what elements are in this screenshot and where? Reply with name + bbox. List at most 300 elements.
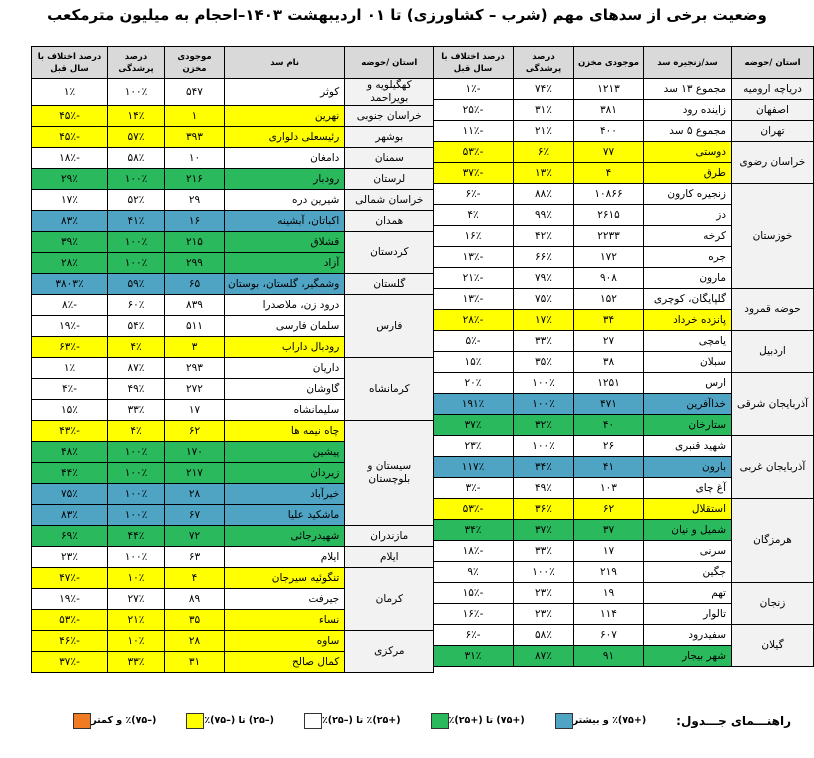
volume-cell: ۵۴۷: [165, 79, 225, 106]
dam-name-cell: شیرین دره: [225, 190, 345, 211]
dam-name-cell: سفیدرود: [644, 625, 732, 646]
dam-name-cell: رئیسعلی دلواری: [225, 127, 345, 148]
dam-name-cell: تهم: [644, 583, 732, 604]
left-dam-table: [31, 46, 434, 673]
fill-percent-cell: ۷۹٪: [514, 268, 574, 289]
dam-name-cell: جگین: [644, 562, 732, 583]
fill-percent-cell: ۱۰۰٪: [108, 169, 165, 190]
diff-percent-cell: ۲۹٪: [32, 169, 108, 190]
volume-cell: ۱۵۲: [574, 289, 644, 310]
diff-percent-cell: ۳۴٪: [433, 520, 514, 541]
volume-cell: ۴۰۰: [574, 121, 644, 142]
diff-percent-cell: ۱۹۱٪: [433, 394, 514, 415]
table-row: [32, 274, 434, 295]
header-fill: درصد پرشدگی: [514, 47, 574, 79]
page-title: وضعیت برخی از سدهای مهم (شرب – کشاورزی) تا ۰۱ اردیبهشت ۱۴۰۳–احجام به میلیون مترمکعب: [47, 6, 767, 24]
dam-name-cell: سلمان فارسی: [225, 316, 345, 337]
dam-name-cell: درود زن، ملاصدرا: [225, 295, 345, 316]
dam-name-cell: بارون: [644, 457, 732, 478]
fill-percent-cell: ۸۸٪: [514, 184, 574, 205]
legend-swatch: [304, 713, 322, 729]
fill-percent-cell: ۲۳٪: [514, 604, 574, 625]
volume-cell: ۳۹۳: [165, 127, 225, 148]
dam-name-cell: شهر بیجار: [644, 646, 732, 667]
right-dam-table-wrap: [432, 46, 814, 667]
diff-percent-cell: -۲۱٪: [433, 268, 514, 289]
diff-percent-cell: -۵۳٪: [433, 142, 514, 163]
table-row: [433, 436, 814, 457]
fill-percent-cell: ۱۰۰٪: [108, 232, 165, 253]
province-cell: هرمزگان: [732, 499, 814, 583]
fill-percent-cell: ۵۸٪: [514, 625, 574, 646]
legend-swatch: [186, 713, 204, 729]
volume-cell: ۴۰: [574, 415, 644, 436]
dam-name-cell: مارون: [644, 268, 732, 289]
fill-percent-cell: ۷۴٪: [514, 79, 574, 100]
header-dam: نام سد: [225, 47, 345, 79]
dam-name-cell: کرخه: [644, 226, 732, 247]
dam-name-cell: گاوشان: [225, 379, 345, 400]
fill-percent-cell: ۸۷٪: [108, 358, 165, 379]
province-cell: گیلان: [732, 625, 814, 667]
dam-name-cell: خیرآباد: [225, 484, 345, 505]
diff-percent-cell: ۸۳٪: [32, 505, 108, 526]
dam-name-cell: داریان: [225, 358, 345, 379]
table-row: [32, 631, 434, 652]
table-row: [32, 211, 434, 232]
volume-cell: ۲۸: [165, 484, 225, 505]
table-row: [32, 190, 434, 211]
dam-name-cell: دز: [644, 205, 732, 226]
fill-percent-cell: ۳۴٪: [514, 457, 574, 478]
header-dam: سد/زنجیره سد: [644, 47, 732, 79]
table-row: [32, 232, 434, 253]
legend-label: (+۷۵) تا (+۲۵)٪: [448, 715, 525, 726]
dam-name-cell: یامچی: [644, 331, 732, 352]
legend-item: [551, 713, 646, 729]
diff-percent-cell: -۱٪: [433, 79, 514, 100]
fill-percent-cell: ۷۵٪: [514, 289, 574, 310]
legend-swatch: [555, 713, 573, 729]
header-diff: درصد اختلاف با سال قبل: [32, 47, 108, 79]
fill-percent-cell: ۱۰۰٪: [108, 547, 165, 568]
volume-cell: ۶۵: [165, 274, 225, 295]
diff-percent-cell: -۱۱٪: [433, 121, 514, 142]
table-row: [32, 106, 434, 127]
dam-name-cell: شهید قنبری: [644, 436, 732, 457]
volume-cell: ۳: [165, 337, 225, 358]
table-row: [32, 568, 434, 589]
table-row: [433, 583, 814, 604]
right-dam-table: [432, 46, 814, 667]
volume-cell: ۹۰۸: [574, 268, 644, 289]
table-row: [32, 421, 434, 442]
fill-percent-cell: ۱۴٪: [108, 106, 165, 127]
fill-percent-cell: ۵۷٪: [108, 127, 165, 148]
volume-cell: ۳۷: [574, 520, 644, 541]
fill-percent-cell: ۲۳٪: [514, 583, 574, 604]
diff-percent-cell: ۸۳٪: [32, 211, 108, 232]
diff-percent-cell: ۴۸٪: [32, 442, 108, 463]
dam-name-cell: ایلام: [225, 547, 345, 568]
diff-percent-cell: -۴۳٪: [32, 421, 108, 442]
left-dam-table-wrap: [31, 46, 434, 673]
volume-cell: ۲۱۷: [165, 463, 225, 484]
diff-percent-cell: -۱۹٪: [32, 316, 108, 337]
dam-name-cell: دامغان: [225, 148, 345, 169]
table-row: [433, 625, 814, 646]
fill-percent-cell: ۱۰۰٪: [514, 436, 574, 457]
fill-percent-cell: ۵۸٪: [108, 148, 165, 169]
dam-name-cell: ساوه: [225, 631, 345, 652]
fill-percent-cell: ۳۵٪: [514, 352, 574, 373]
diff-percent-cell: -۳۷٪: [32, 652, 108, 673]
volume-cell: ۱۱۴: [574, 604, 644, 625]
province-cell: آذربایجان غربی: [732, 436, 814, 499]
volume-cell: ۵۱۱: [165, 316, 225, 337]
dam-name-cell: تالوار: [644, 604, 732, 625]
volume-cell: ۲۱۹: [574, 562, 644, 583]
legend-item: [427, 713, 525, 729]
diff-percent-cell: -۴۶٪: [32, 631, 108, 652]
diff-percent-cell: ۱٪: [32, 79, 108, 106]
table-row: [433, 289, 814, 310]
volume-cell: ۶۰۷: [574, 625, 644, 646]
volume-cell: ۲۷: [574, 331, 644, 352]
fill-percent-cell: ۲۱٪: [514, 121, 574, 142]
volume-cell: ۲۹۹: [165, 253, 225, 274]
diff-percent-cell: ۱۷٪: [32, 190, 108, 211]
province-cell: اردبیل: [732, 331, 814, 373]
province-cell: خوزستان: [732, 184, 814, 289]
fill-percent-cell: ۸۷٪: [514, 646, 574, 667]
diff-percent-cell: -۱۸٪: [433, 541, 514, 562]
table-row: [433, 184, 814, 205]
table-row: [433, 142, 814, 163]
volume-cell: ۱۷۲: [574, 247, 644, 268]
legend-item: [182, 713, 274, 729]
dam-name-cell: پیشین: [225, 442, 345, 463]
left-table-header: [32, 47, 434, 79]
volume-cell: ۳۱: [165, 652, 225, 673]
table-row: [32, 148, 434, 169]
fill-percent-cell: ۶٪: [514, 142, 574, 163]
volume-cell: ۱۷: [165, 400, 225, 421]
province-cell: کرمانشاه: [345, 358, 434, 421]
diff-percent-cell: -۸٪: [32, 295, 108, 316]
province-cell: خراسان جنوبی: [345, 106, 434, 127]
volume-cell: ۸۳۹: [165, 295, 225, 316]
dam-name-cell: سرنی: [644, 541, 732, 562]
dam-name-cell: مجموع ۵ سد: [644, 121, 732, 142]
table-row: [32, 526, 434, 547]
table-row: [433, 331, 814, 352]
volume-cell: ۲۶۱۵: [574, 205, 644, 226]
fill-percent-cell: ۴٪: [108, 337, 165, 358]
diff-percent-cell: ۳۸۰۳٪: [32, 274, 108, 295]
volume-cell: ۱۰۳: [574, 478, 644, 499]
fill-percent-cell: ۱۰۰٪: [108, 463, 165, 484]
fill-percent-cell: ۵۲٪: [108, 190, 165, 211]
dam-name-cell: شمیل و نیان: [644, 520, 732, 541]
dam-name-cell: دوستی: [644, 142, 732, 163]
province-cell: ایلام: [345, 547, 434, 568]
volume-cell: ۲۹: [165, 190, 225, 211]
diff-percent-cell: -۶٪: [433, 184, 514, 205]
fill-percent-cell: ۱۰۰٪: [108, 442, 165, 463]
volume-cell: ۶۳: [165, 547, 225, 568]
header-province: استان /حوضه: [345, 47, 434, 79]
volume-cell: ۹۱: [574, 646, 644, 667]
fill-percent-cell: ۱۷٪: [514, 310, 574, 331]
fill-percent-cell: ۵۴٪: [108, 316, 165, 337]
diff-percent-cell: ۲۸٪: [32, 253, 108, 274]
legend-swatch: [73, 713, 91, 729]
volume-cell: ۱۰۸۶۶: [574, 184, 644, 205]
volume-cell: ۲۷۲: [165, 379, 225, 400]
dam-name-cell: گلپایگان، کوچری: [644, 289, 732, 310]
volume-cell: ۶۲: [574, 499, 644, 520]
dam-name-cell: جره: [644, 247, 732, 268]
fill-percent-cell: ۳۲٪: [514, 415, 574, 436]
diff-percent-cell: ۱۵٪: [433, 352, 514, 373]
dam-name-cell: قشلاق: [225, 232, 345, 253]
dam-name-cell: طرق: [644, 163, 732, 184]
volume-cell: ۱۲۵۱: [574, 373, 644, 394]
dam-name-cell: خداآفرین: [644, 394, 732, 415]
legend-item: [69, 713, 156, 729]
diff-percent-cell: ۴۴٪: [32, 463, 108, 484]
dam-name-cell: چاه نیمه ها: [225, 421, 345, 442]
diff-percent-cell: ۳۹٪: [32, 232, 108, 253]
fill-percent-cell: ۱۰۰٪: [514, 373, 574, 394]
table-row: [32, 358, 434, 379]
diff-percent-cell: -۲۸٪: [433, 310, 514, 331]
dam-name-cell: جیرفت: [225, 589, 345, 610]
table-row: [433, 499, 814, 520]
dam-name-cell: زنجیره کارون: [644, 184, 732, 205]
volume-cell: ۴۷۱: [574, 394, 644, 415]
diff-percent-cell: -۲۵٪: [433, 100, 514, 121]
province-cell: گلستان: [345, 274, 434, 295]
dam-name-cell: پانزده خرداد: [644, 310, 732, 331]
volume-cell: ۲۲۳۳: [574, 226, 644, 247]
diff-percent-cell: -۱۸٪: [32, 148, 108, 169]
fill-percent-cell: ۴۴٪: [108, 526, 165, 547]
dam-name-cell: ارس: [644, 373, 732, 394]
province-cell: مرکزی: [345, 631, 434, 673]
province-cell: تهران: [732, 121, 814, 142]
dam-name-cell: سبلان: [644, 352, 732, 373]
dam-name-cell: کمال صالح: [225, 652, 345, 673]
legend-label: (–۷۵)٪ و کمتر: [91, 715, 157, 726]
volume-cell: ۱: [165, 106, 225, 127]
fill-percent-cell: ۱۰۰٪: [108, 484, 165, 505]
province-cell: فارس: [345, 295, 434, 358]
volume-cell: ۱۶: [165, 211, 225, 232]
diff-percent-cell: ۲۳٪: [32, 547, 108, 568]
legend-swatch: [431, 713, 449, 729]
volume-cell: ۷۲: [165, 526, 225, 547]
dam-name-cell: شهیدرجائی: [225, 526, 345, 547]
fill-percent-cell: ۳۳٪: [514, 331, 574, 352]
table-row: [32, 295, 434, 316]
diff-percent-cell: ۳۷٪: [433, 415, 514, 436]
header-diff: درصد اختلاف با سال قبل: [433, 47, 514, 79]
fill-percent-cell: ۱۰۰٪: [514, 394, 574, 415]
diff-percent-cell: -۴۵٪: [32, 127, 108, 148]
province-cell: خراسان رضوی: [732, 142, 814, 184]
volume-cell: ۱۷۰: [165, 442, 225, 463]
volume-cell: ۲۹۳: [165, 358, 225, 379]
province-cell: لرستان: [345, 169, 434, 190]
header-volume: موجودی مخزن: [165, 47, 225, 79]
diff-percent-cell: -۴۷٪: [32, 568, 108, 589]
dam-name-cell: وشمگیر، گلستان، بوستان: [225, 274, 345, 295]
fill-percent-cell: ۶۰٪: [108, 295, 165, 316]
volume-cell: ۳۵: [165, 610, 225, 631]
dam-name-cell: زیردان: [225, 463, 345, 484]
diff-percent-cell: -۱۳٪: [433, 247, 514, 268]
fill-percent-cell: ۴۱٪: [108, 211, 165, 232]
dam-name-cell: کوثر: [225, 79, 345, 106]
table-row: [32, 169, 434, 190]
diff-percent-cell: ۷۵٪: [32, 484, 108, 505]
fill-percent-cell: ۴۹٪: [514, 478, 574, 499]
diff-percent-cell: -۴۵٪: [32, 106, 108, 127]
fill-percent-cell: ۳۷٪: [514, 520, 574, 541]
diff-percent-cell: -۳٪: [433, 478, 514, 499]
dam-name-cell: سلیمانشاه: [225, 400, 345, 421]
diff-percent-cell: ۱٪: [32, 358, 108, 379]
dam-name-cell: ماشکید علیا: [225, 505, 345, 526]
fill-percent-cell: ۳۳٪: [108, 400, 165, 421]
fill-percent-cell: ۱۰۰٪: [108, 79, 165, 106]
diff-percent-cell: -۴٪: [32, 379, 108, 400]
province-cell: دریاچه ارومیه: [732, 79, 814, 100]
province-cell: آذربایجان شرقی: [732, 373, 814, 436]
volume-cell: ۴: [165, 568, 225, 589]
right-table-header: [433, 47, 814, 79]
fill-percent-cell: ۶۶٪: [514, 247, 574, 268]
fill-percent-cell: ۴۲٪: [514, 226, 574, 247]
diff-percent-cell: ۶۹٪: [32, 526, 108, 547]
province-cell: مازندران: [345, 526, 434, 547]
province-cell: کرمان: [345, 568, 434, 631]
header-fill: درصد پرشدگی: [108, 47, 165, 79]
table-row: [433, 373, 814, 394]
province-cell: سمنان: [345, 148, 434, 169]
diff-percent-cell: ۱۶٪: [433, 226, 514, 247]
dam-name-cell: اکباتان، آبشینه: [225, 211, 345, 232]
province-cell: بوشهر: [345, 127, 434, 148]
legend-label: (+۷۵)٪ و بیشتر: [572, 715, 647, 726]
province-cell: حوضه قمرود: [732, 289, 814, 331]
fill-percent-cell: ۳۶٪: [514, 499, 574, 520]
dam-name-cell: استقلال: [644, 499, 732, 520]
fill-percent-cell: ۱۳٪: [514, 163, 574, 184]
volume-cell: ۳۸۱: [574, 100, 644, 121]
fill-percent-cell: ۲۱٪: [108, 610, 165, 631]
legend-title: راهنـــمای جـــدول:: [676, 713, 791, 728]
dam-name-cell: نساء: [225, 610, 345, 631]
volume-cell: ۳۸: [574, 352, 644, 373]
volume-cell: ۲۸: [165, 631, 225, 652]
diff-percent-cell: ۲۰٪: [433, 373, 514, 394]
volume-cell: ۶۷: [165, 505, 225, 526]
header-volume: موجودی مخزن: [574, 47, 644, 79]
fill-percent-cell: ۱۰۰٪: [514, 562, 574, 583]
volume-cell: ۷۷: [574, 142, 644, 163]
province-cell: سیستان و بلوچستان: [345, 421, 434, 526]
legend-item: [300, 713, 401, 729]
fill-percent-cell: ۳۳٪: [514, 541, 574, 562]
fill-percent-cell: ۴٪: [108, 421, 165, 442]
diff-percent-cell: -۱۶٪: [433, 604, 514, 625]
dam-name-cell: مجموع ۱۳ سد: [644, 79, 732, 100]
dam-name-cell: آغ چای: [644, 478, 732, 499]
volume-cell: ۲۶: [574, 436, 644, 457]
diff-percent-cell: ۴٪: [433, 205, 514, 226]
legend-label: (+۲۵)٪ تا (–۲۵)٪: [321, 715, 401, 726]
diff-percent-cell: -۵٪: [433, 331, 514, 352]
table-row: [32, 127, 434, 148]
volume-cell: ۱۲۱۳: [574, 79, 644, 100]
table-row: [32, 547, 434, 568]
fill-percent-cell: ۵۹٪: [108, 274, 165, 295]
province-cell: کردستان: [345, 232, 434, 274]
dam-name-cell: آزاد: [225, 253, 345, 274]
diff-percent-cell: ۹٪: [433, 562, 514, 583]
dam-name-cell: زاینده رود: [644, 100, 732, 121]
diff-percent-cell: -۵۳٪: [32, 610, 108, 631]
volume-cell: ۱۹: [574, 583, 644, 604]
table-row: [32, 79, 434, 106]
fill-percent-cell: ۱۰٪: [108, 631, 165, 652]
diff-percent-cell: ۳۱٪: [433, 646, 514, 667]
province-cell: خراسان شمالی: [345, 190, 434, 211]
fill-percent-cell: ۴۹٪: [108, 379, 165, 400]
fill-percent-cell: ۹۹٪: [514, 205, 574, 226]
diff-percent-cell: -۵۳٪: [433, 499, 514, 520]
province-cell: زنجان: [732, 583, 814, 625]
dam-name-cell: نهرین: [225, 106, 345, 127]
volume-cell: ۴: [574, 163, 644, 184]
volume-cell: ۲۱۶: [165, 169, 225, 190]
fill-percent-cell: ۱۰۰٪: [108, 253, 165, 274]
fill-percent-cell: ۳۱٪: [514, 100, 574, 121]
volume-cell: ۶۲: [165, 421, 225, 442]
table-row: [433, 79, 814, 100]
legend-label: (–۲۵) تا (–۷۵)٪: [204, 715, 274, 726]
dam-name-cell: رودبار: [225, 169, 345, 190]
fill-percent-cell: ۲۷٪: [108, 589, 165, 610]
province-cell: کهگیلویه و بویراحمد: [345, 79, 434, 106]
diff-percent-cell: -۱۵٪: [433, 583, 514, 604]
province-cell: اصفهان: [732, 100, 814, 121]
header-province: استان /حوضه: [732, 47, 814, 79]
diff-percent-cell: -۶۳٪: [32, 337, 108, 358]
province-cell: همدان: [345, 211, 434, 232]
diff-percent-cell: -۱۳٪: [433, 289, 514, 310]
diff-percent-cell: -۶٪: [433, 625, 514, 646]
dam-name-cell: ستارخان: [644, 415, 732, 436]
fill-percent-cell: ۱۰٪: [108, 568, 165, 589]
fill-percent-cell: ۱۰۰٪: [108, 505, 165, 526]
diff-percent-cell: -۳۷٪: [433, 163, 514, 184]
table-row: [433, 121, 814, 142]
diff-percent-cell: ۱۵٪: [32, 400, 108, 421]
